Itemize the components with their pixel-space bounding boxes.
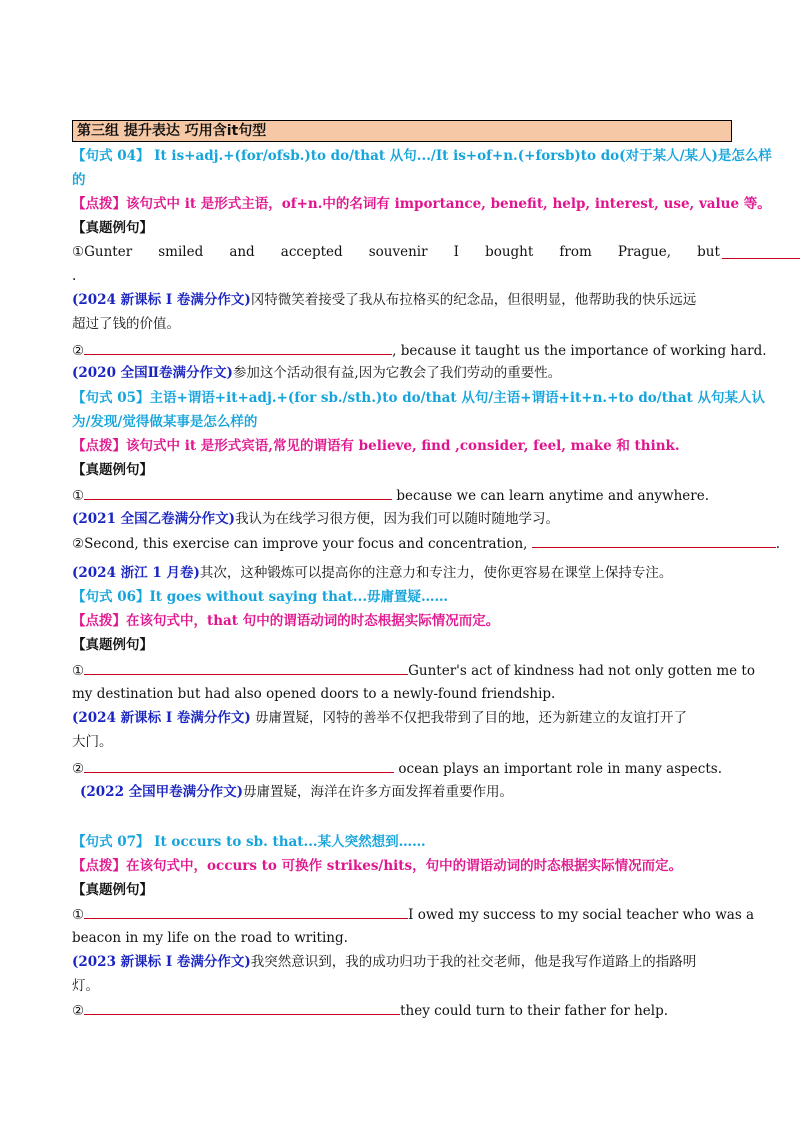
pattern-07-examples-label: 【真题例句】 (72, 882, 153, 898)
answer-blank[interactable] (532, 533, 776, 548)
example-number: ① (72, 663, 85, 679)
document-page (72, 0, 800, 1132)
word: from (559, 244, 592, 260)
example-text: I owed my success to my social teacher who was a (408, 907, 755, 923)
pattern-06-title: 【句式 06】It goes without saying that...毋庸置疑…… (72, 589, 449, 605)
translation: 我突然意识到，我的成功归功于我的社交老师，他是我写作道路上的指路明 (250, 954, 697, 970)
pattern-06-example-1-cn (72, 708, 687, 728)
translation: 冈特微笑着接受了我从布拉格买的纪念品，但很明显，他帮助我的快乐远远 (250, 292, 697, 308)
word: bought (485, 244, 534, 260)
word: and (229, 244, 255, 260)
pattern-06-example-1-line2: my destination but had also opened doors to a newly-found friendship. (72, 686, 556, 702)
pattern-04-tip: 【点拨】该句式中 it 是形式主语，of+n.中的名词有 importance, benefit, help, interest, use, value 等。 (72, 196, 771, 212)
pattern-04-title-line1: 【句式 04】 It is+adj.+(for/ofsb.)to do/that 从句.../It is+of+n.(+forsb)to do(对于某人/某人)是怎么样 (72, 148, 772, 164)
example-number: ② (72, 343, 85, 359)
answer-blank[interactable] (84, 1000, 400, 1015)
translation-line2: 超过了钱的价值。 (72, 316, 180, 332)
answer-blank[interactable] (84, 758, 394, 773)
pattern-07-tip: 【点拨】在该句式中，occurs to 可换作 strikes/hits，句中的谓语动词的时态根据实际情况而定。 (72, 858, 683, 874)
pattern-04-example-2-cn (72, 363, 561, 383)
pattern-06-examples-label: 【真题例句】 (72, 637, 153, 653)
example-number: ② (72, 1003, 85, 1019)
word: accepted (280, 244, 343, 260)
pattern-07-title: 【句式 07】 It occurs to sb. that...某人突然想到…… (72, 834, 426, 850)
pattern-04-example-2 (72, 340, 767, 361)
pattern-06-example-1 (72, 660, 755, 681)
pattern-05-examples-label: 【真题例句】 (72, 462, 153, 478)
pattern-05-example-2-cn (72, 563, 672, 583)
pattern-04-examples-label: 【真题例句】 (72, 220, 153, 236)
pattern-05-example-1-cn (72, 509, 559, 529)
word: souvenir (368, 244, 428, 260)
word: Prague, (617, 244, 672, 260)
answer-blank[interactable] (84, 485, 392, 500)
translation: 其次，这种锻炼可以提高你的注意力和专注力，使你更容易在课堂上保持专注。 (199, 565, 673, 581)
word: but (697, 244, 720, 260)
pattern-06-tip: 【点拨】在该句式中，that 句中的谓语动词的时态根据实际情况而定。 (72, 613, 500, 629)
pattern-07-example-1-cn (72, 952, 696, 972)
pattern-05-example-2 (72, 533, 780, 554)
sentence-end: . (775, 536, 781, 552)
translation: 我认为在线学习很方便，因为我们可以随时随地学习。 (235, 511, 560, 527)
example-text: Gunter's act of kindness had not only gotten me to (408, 663, 755, 679)
source-tag: (2021 全国乙卷满分作文) (72, 511, 236, 527)
pattern-05-title-line2: 为/发现/觉得做某事是怎么样的 (72, 414, 258, 430)
example-number: ② (72, 761, 85, 777)
answer-blank[interactable] (84, 340, 392, 355)
translation: 毋庸置疑，冈特的善举不仅把我带到了目的地，还为新建立的友谊打开了 (250, 710, 688, 726)
source-tag: (2023 新课标 I 卷满分作文) (72, 954, 251, 970)
pattern-07-example-2 (72, 1000, 668, 1021)
answer-blank[interactable] (84, 904, 408, 919)
source-tag: (2020 全国Ⅱ卷满分作文) (72, 365, 233, 381)
answer-blank[interactable] (84, 660, 408, 675)
source-tag: (2024 浙江 1 月卷) (72, 565, 200, 581)
example-text: they could turn to their father for help. (400, 1003, 669, 1019)
pattern-04-example-1-cn (72, 290, 696, 310)
pattern-05-title-line1: 【句式 05】主语+谓语+it+adj.+(for sb./sth.)to do/that 从句/主语+谓语+it+n.+to do/that 从句某人认 (72, 390, 765, 406)
example-number: ① (72, 488, 85, 504)
section-header: 第三组 提升表达 巧用含it句型 (72, 120, 732, 142)
pattern-05-example-1 (72, 485, 709, 506)
pattern-06-example-2 (72, 758, 722, 779)
translation-line2: 灯。 (72, 978, 99, 994)
source-tag: (2024 新课标 I 卷满分作文) (72, 292, 251, 308)
sentence-end: . (72, 268, 77, 284)
word: I (453, 244, 459, 260)
answer-blank[interactable] (722, 244, 800, 259)
pattern-07-example-1 (72, 904, 754, 925)
translation-line2: 大门。 (72, 734, 113, 750)
source-tag: (2024 新课标 I 卷满分作文) (72, 710, 251, 726)
pattern-04-title-line2: 的 (72, 172, 86, 188)
translation: 毋庸置疑，海洋在许多方面发挥着重要作用。 (243, 784, 514, 800)
pattern-06-example-2-cn (80, 782, 513, 802)
pattern-04-example-1 (72, 242, 720, 262)
source-tag: (2022 全国甲卷满分作文) (80, 784, 244, 800)
example-text: , because it taught us the importance of working hard. (392, 343, 767, 359)
pattern-05-tip: 【点拨】该句式中 it 是形式宾语,常见的谓语有 believe, find ,consider, feel, make 和 think. (72, 438, 680, 454)
example-text: because we can learn anytime and anywhere. (392, 488, 709, 504)
translation: 参加这个活动很有益,因为它教会了我们劳动的重要性。 (232, 365, 562, 381)
example-text: ②Second, this exercise can improve your focus and concentration, (72, 536, 528, 552)
word: smiled (158, 244, 204, 260)
example-text: ocean plays an important role in many aspects. (394, 761, 722, 777)
pattern-07-example-1-line2: beacon in my life on the road to writing. (72, 930, 348, 946)
example-number: ① (72, 907, 85, 923)
word: ①Gunter (72, 244, 133, 260)
